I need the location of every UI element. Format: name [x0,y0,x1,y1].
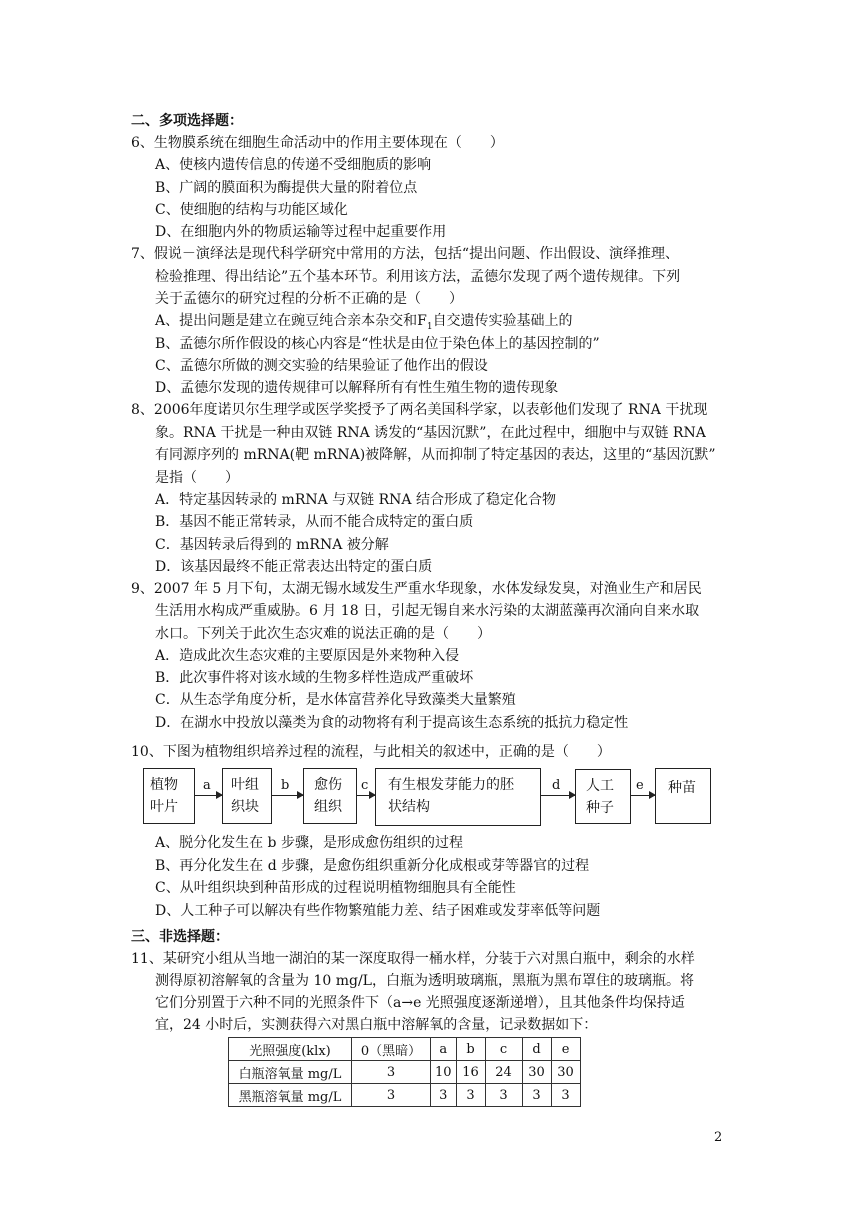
table-cell: 黑瓶溶氧量 mg/L [229,1084,352,1107]
table-header-cell: e [551,1038,580,1061]
table-row [229,1061,581,1084]
flow-arrow-a [195,795,222,796]
question-11-stem-line4: 宜，24 小时后，实测获得六对黑白瓶中溶解氧的含量，记录数据如下： [155,1017,598,1033]
table-header-cell: a [431,1038,457,1061]
question-11-stem-line2: 测得原初溶解氧的含量为 10 mg/L，白瓶为透明玻璃瓶，黑瓶为黑布罩住的玻璃瓶。将 [155,973,694,989]
flow-box-callus [303,768,357,824]
q6-option-b: B、广阔的膜面积为酶提供大量的附着位点 [155,180,418,196]
flow-box-callus-line2: 组织 [314,799,342,815]
table-cell: 3 [431,1084,457,1107]
q8-option-b: B．基因不能正常转录，从而不能合成特定的蛋白质 [155,514,474,530]
table-cell: 3 [485,1084,522,1107]
table-cell: 30 [551,1061,580,1084]
flow-arrow-c [357,795,375,796]
table-cell: 3 [522,1084,551,1107]
question-8-stem-line3: 有同源序列的 mRNA(靶 mRNA)被降解，从而抑制了特定基因的表达，这里的“基因沉默” [155,447,716,463]
flow-box-artificial-seed-line2: 种子 [586,800,614,816]
question-8-stem-line1: 8、2006年度诺贝尔生理学或医学奖授予了两名美国科学家，以表彰他们发现了 RNA 干扰现 [131,402,708,418]
flow-box-tissue-block [222,768,272,824]
flow-label-d: d [552,778,561,793]
question-7-stem-line1: 7、假说－演绎法是现代科学研究中常用的方法，包括“提出问题、作出假设、演绎推理、 [131,246,680,262]
q9-option-d: D．在湖水中投放以藻类为食的动物将有利于提高该生态系统的抵抗力稳定性 [155,715,629,731]
q9-option-c: C．从生态学角度分析，是水体富营养化导致藻类大量繁殖 [155,692,516,708]
question-11-stem-line3: 它们分别置于六种不同的光照条件下（a→e 光照强度逐渐递增），且其他条件均保持适 [155,995,685,1011]
table-cell: 16 [456,1061,485,1084]
q7-option-d: D、孟德尔发现的遗传规律可以解释所有有性生殖生物的遗传现象 [155,380,559,396]
flow-box-tissue-block-line2: 织块 [231,799,259,815]
table-cell: 3 [456,1084,485,1107]
flow-box-tissue-block-line1: 叶组 [231,777,259,793]
table-cell: 3 [352,1084,431,1107]
page-number: 2 [714,1130,723,1145]
flow-box-embryoid-line2: 状结构 [388,799,430,815]
q8-option-c: C．基因转录后得到的 mRNA 被分解 [155,537,389,553]
flow-box-artificial-seed [575,769,631,824]
section-title-3: 三、非选择题： [131,929,229,945]
flow-box-artificial-seed-line1: 人工 [586,778,614,794]
q10-option-d: D、人工种子可以解决有些作物繁殖能力差、结子困难或发芽率低等问题 [155,903,601,919]
flow-arrow-d [541,795,575,796]
table-row [229,1084,581,1107]
q10-option-c: C、从叶组织块到种苗形成的过程说明植物细胞具有全能性 [155,880,516,896]
question-8-stem-line2: 象。RNA 干扰是一种由双链 RNA 诱发的“基因沉默”，在此过程中，细胞中与双链 RNA [155,425,706,441]
flow-arrow-e [631,795,655,796]
q7-option-a-post: 自交遗传实验基础上的 [432,313,573,329]
oxygen-data-table [228,1037,581,1107]
table-header-cell: c [485,1038,522,1061]
flow-arrow-b [272,795,303,796]
flow-label-c: c [361,778,369,793]
q6-option-c: C、使细胞的结构与功能区域化 [155,202,348,218]
section-title: 二、多项选择题： [131,113,243,129]
flow-label-e: e [636,778,644,793]
table-header-row [229,1038,581,1061]
flow-label-a: a [203,778,211,793]
q7-option-a-subscript: 1 [426,321,433,332]
flow-box-leaf-line2: 叶片 [150,799,178,815]
table-cell: 3 [352,1061,431,1084]
q7-option-b: B、孟德尔所作假设的核心内容是“性状是由位于染色体上的基因控制的” [155,336,600,352]
question-6-stem: 6、生物膜系统在细胞生命活动中的作用主要体现在（ ） [131,135,504,151]
flow-box-seedling [655,768,711,824]
q8-option-a: A．特定基因转录的 mRNA 与双链 RNA 结合形成了稳定化合物 [155,492,556,508]
question-11-stem-line1: 11、某研究小组从当地一湖泊的某一深度取得一桶水样，分装于六对黑白瓶中，剩余的水样 [131,951,695,967]
question-9-stem-line2: 生活用水构成严重威胁。6 月 18 日，引起无锡自来水污染的太湖蓝藻再次涌向自来水取 [155,603,700,619]
table-header-cell: b [456,1038,485,1061]
flow-box-seedling-line1: 种苗 [668,780,696,796]
table-cell: 10 [431,1061,457,1084]
flow-box-embryoid-line1: 有生根发芽能力的胚 [388,777,514,793]
q10-option-b: B、再分化发生在 d 步骤，是愈伤组织重新分化成根或芽等器官的过程 [155,858,590,874]
table-cell: 白瓶溶氧量 mg/L [229,1061,352,1084]
q9-option-b: B．此次事件将对该水域的生物多样性造成严重破坏 [155,670,474,686]
question-7-stem-line3: 关于孟德尔的研究过程的分析不正确的是（ ） [155,291,463,307]
table-cell: 3 [551,1084,580,1107]
question-9-stem-line3: 水口。下列关于此次生态灾难的说法正确的是（ ） [155,626,491,642]
q7-option-a-pre: A、提出问题是建立在豌豆纯合亲本杂交和F [155,313,427,329]
question-8-stem-line4: 是指（ ） [155,470,239,486]
q10-option-a: A、脱分化发生在 b 步骤，是形成愈伤组织的过程 [155,835,463,851]
table-header-cell: d [522,1038,551,1061]
flow-label-b: b [281,778,290,793]
q6-option-d: D、在细胞内外的物质运输等过程中起重要作用 [155,224,447,240]
table-cell: 30 [522,1061,551,1084]
question-7-stem-line2: 检验推理、得出结论”五个基本环节。利用该方法，孟德尔发现了两个遗传规律。下列 [155,269,681,285]
flow-box-callus-line1: 愈伤 [314,777,342,793]
flow-box-embryoid [375,768,541,826]
question-9-stem-line1: 9、2007 年 5 月下旬，太湖无锡水域发生严重水华现象，水体发绿发臭，对渔业生产和居民 [131,581,702,597]
q6-option-a: A、使核内遗传信息的传递不受细胞质的影响 [155,157,432,173]
q8-option-d: D．该基因最终不能正常表达出特定的蛋白质 [155,559,433,575]
table-header-cell: 0（黑暗） [352,1038,431,1061]
q7-option-c: C、孟德尔所做的测交实验的结果验证了他作出的假设 [155,358,488,374]
table-cell: 24 [485,1061,522,1084]
flow-box-leaf-line1: 植物 [150,777,178,793]
table-header-cell: 光照强度(klx) [229,1038,352,1061]
question-10-stem: 10、下图为植物组织培养过程的流程，与此相关的叙述中，正确的是（ ） [131,744,611,760]
flow-box-leaf [143,768,195,824]
q9-option-a: A．造成此次生态灾难的主要原因是外来物种入侵 [155,648,460,664]
